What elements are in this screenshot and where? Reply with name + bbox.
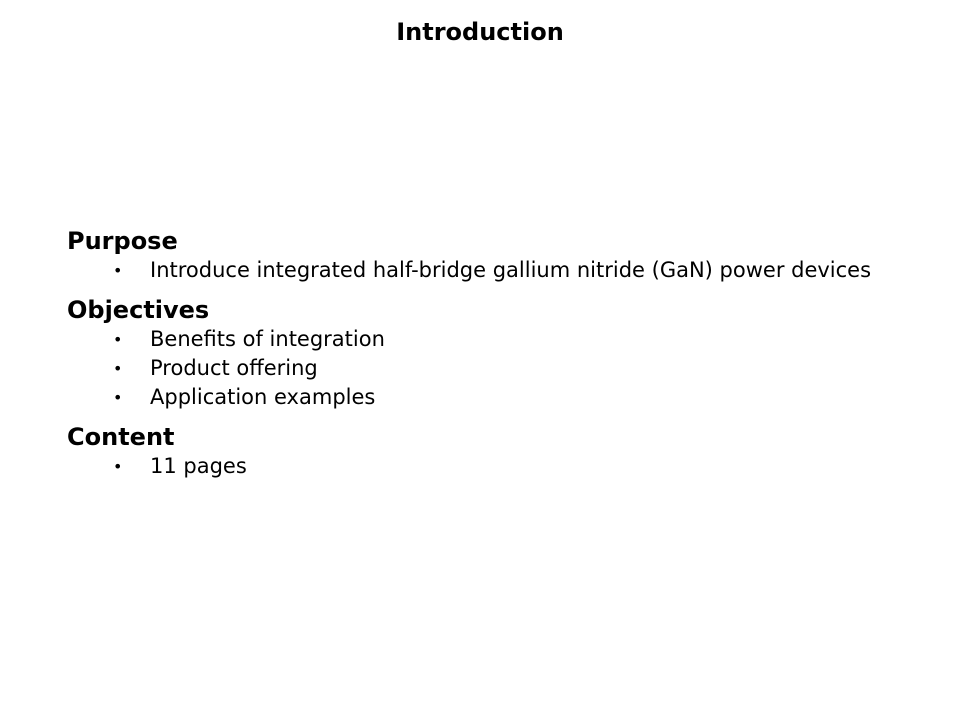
list-item [67, 383, 885, 412]
bullet-icon: • [113, 330, 123, 349]
list-item-text: Introduce integrated half-bridge gallium nitride (GaN) power devices [150, 258, 872, 282]
bullet-list [67, 452, 885, 481]
bullet-list [67, 256, 885, 285]
section-heading: Objectives [67, 296, 210, 324]
list-item-text: 11 pages [150, 454, 247, 478]
list-item [67, 256, 885, 285]
list-item [67, 452, 885, 481]
bullet-icon: • [113, 388, 123, 407]
bullet-icon: • [113, 261, 123, 280]
bullet-icon: • [113, 359, 123, 378]
section-heading: Purpose [67, 227, 178, 255]
section-purpose [67, 226, 885, 285]
section-content [67, 422, 885, 481]
list-item [67, 354, 885, 383]
bullet-icon: • [113, 457, 123, 476]
section-objectives [67, 295, 885, 412]
list-item-text: Application examples [150, 385, 376, 409]
list-item [67, 325, 885, 354]
slide-content [67, 226, 885, 491]
section-heading: Content [67, 423, 175, 451]
bullet-list [67, 325, 885, 412]
slide-title: Introduction [396, 18, 564, 46]
list-item-text: Benefits of integration [150, 327, 385, 351]
list-item-text: Product offering [150, 356, 318, 380]
